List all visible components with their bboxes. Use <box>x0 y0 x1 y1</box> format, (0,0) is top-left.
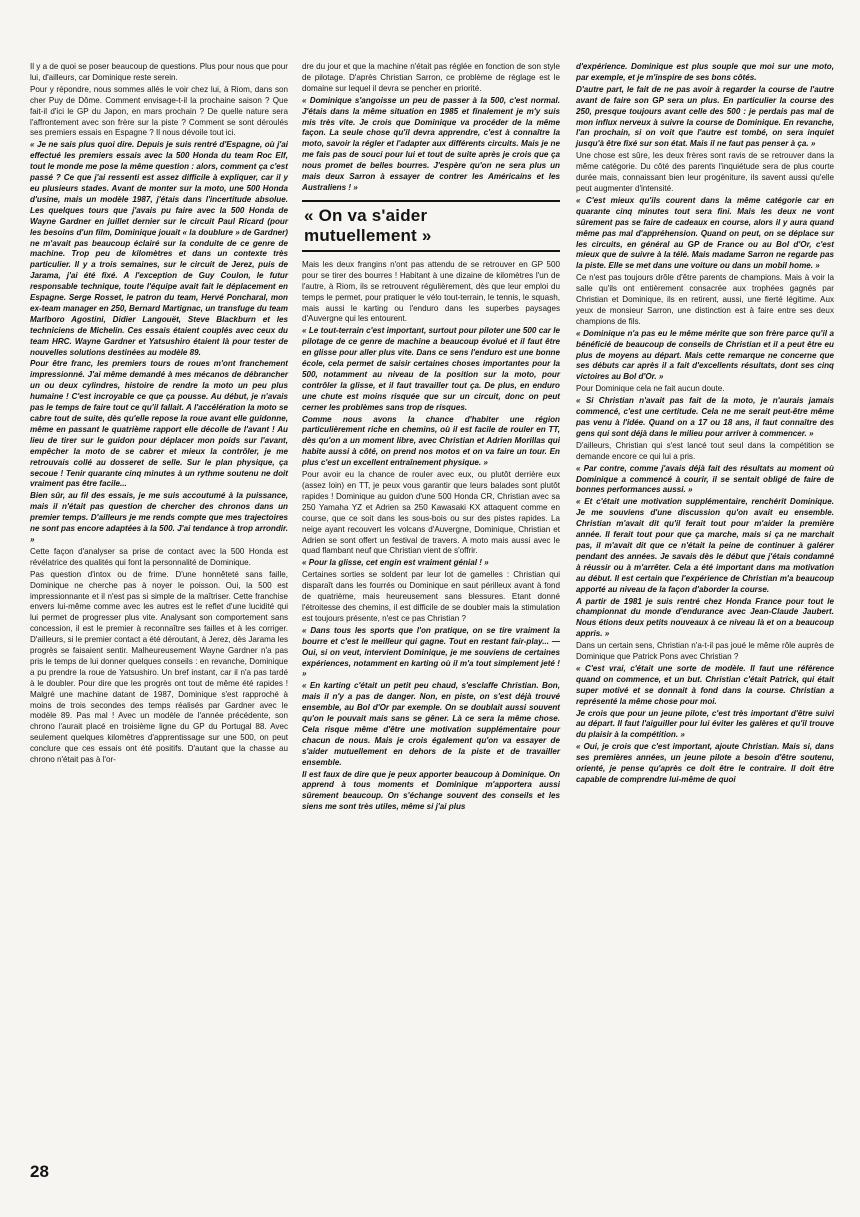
paragraph: « Dans tous les sports que l'on pratique, on se tire vraiment la bourre et c'est le meilleur qui gagne. Tout en restant fair-play... — Oui, si on veut, intervient Dominique, je me souviens de certaines expériences, notamment en karting où il m'a tout simplement jeté ! » <box>302 625 560 679</box>
paragraph: Pour Dominique cela ne fait aucun doute. <box>576 384 725 394</box>
paragraph: D'ailleurs, Christian qui s'est lancé tout seul dans la compétition se demande encore ce qui lui a pris. <box>576 440 834 461</box>
paragraph: Pas question d'intox ou de frime. D'une honnêteté sans faille, Dominique ne cherche pas à noyer le poisson. Oui, la 500 est impressionnante et il n'est pas si simple de la maîtriser. Cette franchise envers lui-même comme avec les autres est le reflet d'une lucidité qui lui permet de progresser plus vite. Analysant son comportement sans concession, il est le premier à reconnaître ses failles et à les corriger. D'ailleurs, si le premier contact a été déroutant, à Jerez, dès Jarama les progrès se faisaient sentir. Malheureusement Wayne Gardner n'a pas pris le temps de lui donner quelques conseils : en revanche, Dominique a pu prendre la roue de Yatsushiro. Un bref instant, car il n'a pas tardé à le doubler. Pour dire que les progrès ont tout de même été rapides ! Malgré une machine datant de 1987, Dominique s'est rapproché à moins de trois secondes des temps réalisés par Gardner avec le modèle 89. Pas mal ! Avec un modèle de l'année précédente, son chrono l'aurait placé en troisième ligne du GP du Portugal 88. Avec seulement quelques kilomètres d'apprentissage sur une 500, on peut conclure que ces essais ont été positifs. D'autant que la chasse au chrono n'était pas à l'or- <box>30 569 288 765</box>
column-2-top <box>302 62 560 194</box>
paragraph: A partir de 1981 je suis rentré chez Honda France pour tout le championnat du monde d'endurance avec Jean-Claude Jaubert. Nous étions deux petits nouveaux à ce niveau là et on a beaucoup appris. » <box>576 596 834 639</box>
paragraph: dre du jour et que la machine n'était pas réglée en fonction de son style de pilotage. D'après Christian Sarron, ce problème de réglage est le domaine sur lequel il devra se pencher en priorité. <box>302 62 560 93</box>
paragraph: Mais les deux frangins n'ont pas attendu de se retrouver en GP 500 pour se tirer des bourres ! Habitant à une dizaine de kilomètres l'un de l'autre, à Riom, ils se retrouvent régulièrement, dès que leur emploi du temps le permet, pour pratiquer le vélo tout-terrain, le tennis, le squash, mais aussi le karting ou l'enduro dans les superbes paysages d'Auvergne qui les entourent. <box>302 259 560 324</box>
section-headline <box>302 200 560 252</box>
paragraph: « Je ne sais plus quoi dire. Depuis je suis rentré d'Espagne, où j'ai effectué les premiers essais avec la 500 Honda du team Roc Elf, tout le monde me pose la même question : alors, comment ça c'est passé ? Ce que j'ai ressenti est assez difficile à expliquer, car il y eu plusieurs stades. Avant de monter sur la moto, une 500 Honda d'usine, mais un modèle 1987, j'étais dans l'incertitude absolue. Les quelques tours que j'avais pu faire avec la 500 Honda de Wayne Gardner en juillet dernier sur le circuit Paul Ricard (pour les besoins d'un film, Dominique jouait « la doublure » de Gardner) ne m'avait pas beaucoup éclairé sur la conduite de ce genre de machine. Trop peu de kilomètres et dans un contexte très particulier. Il y a trois semaines, sur le circuit de Jerez, puis de Jarama, j'ai été fixé. A l'exception de Guy Coulon, le futur responsable technique, toute l'équipe avait fait le déplacement en Espagne. Serge Rosset, le patron du team, Hervé Poncharal, mon ex-team manager en 250, Bernard Martignac, un transfuge du team Marlboro Agostini, Didier Langouët, Steve Blackburn et les techniciens de Michelin. Ces essais étaient couplés avec ceux du team HRC. Wayne Gardner et Yatsushiro étaient là pour tester de nouvelles solutions destinées au modèle 89. <box>30 140 288 357</box>
paragraph: Comme nous avons la chance d'habiter une région particulièrement riche en chemins, où il est facile de rouler en TT, dès qu'on a un moment libre, avec Christian et Adrien Morillas qui habite aussi à côté, on prend nos motos et on va faire un tour. En plus c'est un excellent entraînement physique. » <box>302 414 560 468</box>
paragraph: Bien sûr, au fil des essais, je me suis accoutumé à la puissance, mais il n'était pas question de chercher des chronos dans un premier temps. D'ailleurs je me rends compte que mes trajectoires ne sont pas encore adaptées à la 500. J'ai tendance à trop arrondir. » <box>30 491 288 544</box>
paragraph: « Si Christian n'avait pas fait de la moto, je n'aurais jamais commencé, c'est une certitude. Cela ne me serait peut-être même pas venu à l'idée. Quand on a 17 ou 18 ans, il faut connaître des gens qui sont déjà dans le milieu pour arriver à commencer. » <box>576 396 834 438</box>
paragraph: Dans un certain sens, Christian n'a-t-il pas joué le même rôle auprès de Dominique que Patrick Pons avec Christian ? <box>576 641 834 662</box>
paragraph: « Et c'était une motivation supplémentaire, renchérit Dominique. Je me souviens d'une discussion qu'on avait eu ensemble. Christian m'avait dit qu'il ferait tout pour m'aider la première année. Il ferait tout pour que ça marche, mais si ça ne marchait pas, il m'avait dit que ce n'était la peine de continuer à galérer pendant des années. Je savais dès le début que j'étais condamné à réussir ou à m'arrêter. Cela a été important dans ma motivation au début. Il est certain que l'expérience de Christian m'a beaucoup apporté au niveau de la façon d'aborder la course. <box>576 497 834 594</box>
paragraph: Pour avoir eu la chance de rouler avec eux, ou plutôt derrière eux (assez loin) en TT, je peux vous garantir que leurs balades sont plutôt rapides ! Dominique au guidon d'une 500 Honda CR, Christian avec sa 250 Yamaha YZ et Adrien sa 250 Kawasaki KX attaquent comme en course, que ce soit dans les sous-bois ou sur des pistes rapides. La neige ayant recouvert les volcans d'Auvergne, Dominique, Christian et Adrien se sont offert un festival de travers. A moto mais aussi avec le quad flambant neuf que Christian vient de s'offrir. <box>302 470 560 556</box>
paragraph: Une chose est sûre, les deux frères sont ravis de se retrouver dans la même catégorie. Du côté des parents l'inquiétude sera de plus courte durée mais, connaissant bien leur progéniture, ils savent aussi qu'elle peut augmenter d'intensité. <box>576 151 834 193</box>
column-2 <box>302 62 560 814</box>
paragraph: « C'est mieux qu'ils courent dans la même catégorie car en quarante cinq minutes tout sera fini. Mais les deux ne vont sûrement pas se faire de cadeaux en course, alors il y aura quand même pas mal d'appréhension. Quand on peut, on se déplace sur les circuits, en général au GP de France ou au Bol d'Or, c'est mieux que de suivre à la télé. Mais madame Sarron ne regarde pas la piste. Elle se met dans une voiture ou dans un mobil home. » <box>576 195 834 271</box>
paragraph: Il est faux de dire que je peux apporter beaucoup à Dominique. On apprend à tous moments et Dominique m'apportera aussi sûrement beaucoup. On s'échange souvent des conseils et les siens me sont très utiles, même si j'ai plus <box>302 769 560 812</box>
paragraph: Ce n'est pas toujours drôle d'être parents de champions. Mais à voir la salle qu'ils ont entièrement consacrée aux trophées gagnés par Christian et Dominique, ils en retirent, aussi, une fierté légitime. Aux yeux de monsieur Sarron, une distinction est à faire entre ses deux champions de fils. <box>576 273 834 326</box>
magazine-page <box>30 62 834 1182</box>
paragraph: « C'est vrai, c'était une sorte de modèle. Il faut une référence quand on commence, et un but. Christian c'était Patrick, qui était super motivé et se donnait à fond dans la course. Christian a représenté la même chose pour moi. <box>576 663 834 706</box>
paragraph: « Le tout-terrain c'est important, surtout pour piloter une 500 car le pilotage de ce genre de machine a beaucoup évolué et il faut être en glisse pour aller plus vite. Dans ce sens l'enduro est une bonne école, cela permet de saisir certaines choses importantes pour la 500, notamment au niveau de la position sur la moto, pour contrôler la glisse, et il faut travailler tout ça. De plus, en enduro une chute est moins risquée que sur un circuit, donc on peut cerner les problèmes sans trop de risques. <box>302 326 560 412</box>
page-number: 28 <box>30 1162 49 1181</box>
paragraph: Pour être franc, les premiers tours de roues m'ont franchement impressionné. J'ai même demandé à mes mécanos de débrancher un ou deux cylindres, histoire de rendre la moto un peu plus humaine ! C'est incroyable ce que ça pousse. Au début, je n'avais pas le temps de faire tout ce qu'il fallait. A l'accélération la moto se cabre tout de suite, dès qu'elle repose la roue avant elle guidonne, même en passant le quatrième rapport elle décolle de l'avant ! Au lieu de tirer sur le guidon pour déplacer mon poids sur l'avant, empêcher la moto de se cabrer et mieux la contrôler, je me retrouvais collé au dosseret de selle. Sur le plan physique, ça secoue ! Tenir quarante cinq minutes à un rythme soutenu ne doit vraiment pas être facile... <box>30 359 288 489</box>
paragraph: « Oui, je crois que c'est important, ajoute Christian. Mais si, dans ses premières années, un jeune pilote a besoin d'être soutenu, orienté, je pense qu'après ce doit être le contraire. Il doit être capable de comprendre lui-même de quoi <box>576 742 834 784</box>
paragraph: « Pour la glisse, cet engin est vraiment génial ! » <box>302 558 489 568</box>
paragraph: D'autre part, le fait de ne pas avoir à regarder la course de l'autre avant de faire son GP sera un plus. En particulier la course des 250, presque toujours avant celle des 500 : je perdais pas mal de mon influx nerveux à suivre la course de Dominique. En revanche, l'an prochain, si on voit que l'autre est tombé, on sera inquiet jusqu'à être fixé sur son état. Mais il ne faut pas penser à ça. » <box>576 84 834 149</box>
column-3 <box>576 62 834 787</box>
column-2-bottom <box>302 260 560 813</box>
paragraph: Certaines sorties se soldent par leur lot de gamelles : Christian qui disparaît dans les fourrés ou Dominique en saut périlleux avant à fond de quatrième, mais heureusement sans blessures. Etant donné l'étroitesse des chemins, il est difficile de se doubler mais la stimulation est toujours présente, n'est ce pas Christian ? <box>302 570 560 623</box>
paragraph: d'expérience. Dominique est plus souple que moi sur une moto, par exemple, et je m'inspire de ses bons côtés. <box>576 62 834 82</box>
paragraph: « Par contre, comme j'avais déjà fait des résultats au moment où Dominique a commencé à courir, il se sentait obligé de faire de bonnes performances aussi. » <box>576 463 834 495</box>
paragraph: « En karting c'était un petit peu chaud, s'esclaffe Christian. Bon, mais il n'y a pas de danger. Non, en piste, on s'est déjà trouvé ensemble, au Bol d'Or par exemple. On se doublait aussi souvent qu'on le pouvait mais sans se gêner. Là ce sera la même chose. Cela risque même d'être une motivation supplémentaire pour chacun de nous. Mais je crois également qu'on va essayer de s'aider mutuellement en dehors de la piste et de travailler ensemble. <box>302 681 560 767</box>
paragraph: Pour y répondre, nous sommes allés le voir chez lui, à Riom, dans son cher Puy de Dôme. Comment envisage-t-il la prochaine saison ? Que fait-il d'ici le GP du Japon, en mars prochain ? De quelle nature sera l'affrontement avec son frère sur la piste ? Comment se sont déroulés ses premiers essais en Espagne ? Il nous dévoile tout ici. <box>30 84 288 138</box>
paragraph: Je crois que pour un jeune pilote, c'est très important d'être suivi au départ. Il faut l'aiguiller pour lui éviter les galères et qu'il trouve du plaisir à la compétition. » <box>576 708 834 740</box>
headline-line-2: mutuellement » <box>304 225 432 245</box>
paragraph: Il y a de quoi se poser beaucoup de questions. Plus pour nous que pour lui, d'ailleurs, car Dominique reste serein. <box>30 62 288 82</box>
paragraph: Cette façon d'analyser sa prise de contact avec la 500 Honda est révélatrice des qualités qui font la personnalité de Dominique. <box>30 546 288 567</box>
paragraph: « Dominique s'angoisse un peu de passer à la 500, c'est normal. J'étais dans la même situation en 1985 et finalement je m'y suis mis très vite. Je crois que Dominique va procéder de la même façon. La seule chose qu'il devra apprendre, c'est à connaître la moto, savoir la régler et l'adapter aux différents circuits. Mais je ne me fais pas de souci pour lui et tout de suite après je crois que ça nous promet de belles bourres. J'espère qu'on ne sera plus un mais deux Sarron à essayer de contrer les Américains et les Australiens ! » <box>302 95 560 192</box>
paragraph: « Dominique n'a pas eu le même mérite que son frère parce qu'il a bénéficié de beaucoup de conseils de Christian et il a peut être eu plus de moyens au départ. Mais cette remarque ne concerne que ses débuts car après il a fait d'excellents résultats, dont ses cinq victoires au Bol d'Or. » <box>576 328 834 382</box>
headline-line-1: « On va s'aider <box>304 205 428 225</box>
column-1 <box>30 62 288 767</box>
